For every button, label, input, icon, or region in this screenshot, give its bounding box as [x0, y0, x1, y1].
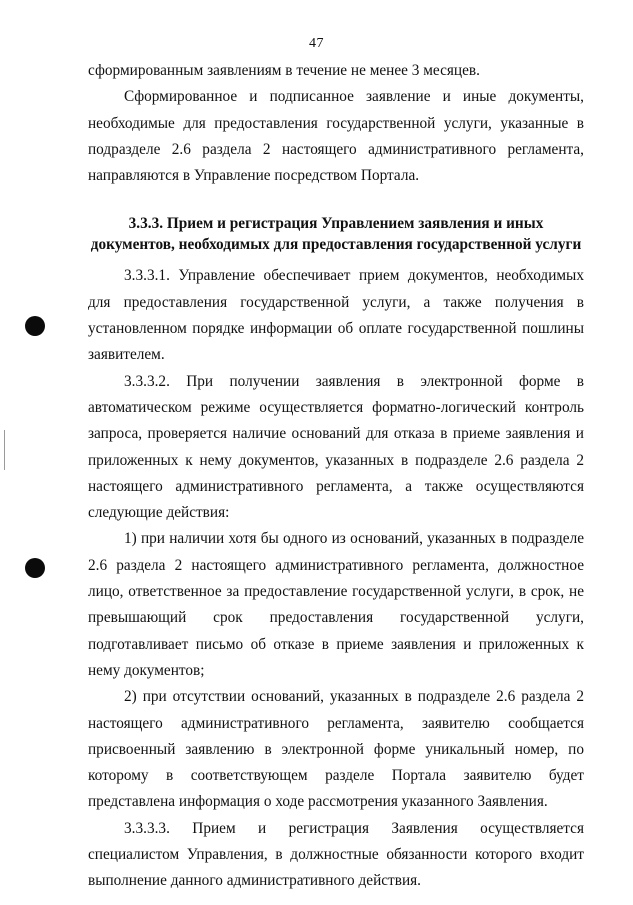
paragraph: 3.3.3.1. Управление обеспечивает прием документов, необходимых для предоставления государственной услуги, а также получения в установленном порядке информации об оплате государственной пошлины заявителем. [88, 267, 584, 364]
document-body [88, 58, 584, 895]
punch-hole-mark [25, 558, 45, 578]
list-item-paragraph: 1) при наличии хотя бы одного из оснований, указанных в подразделе 2.6 раздела 2 настоящего административного регламента, должностное лицо, ответственное за предоставление государственной услуги, в срок, не превышающий срок предоставления государственной услуги, подготавливает письмо об отказе в приеме заявления и приложенных к нему документов; [88, 530, 584, 679]
page-number: 47 [309, 36, 324, 51]
paragraph: 3.3.3.2. При получении заявления в электронной форме в автоматическом режиме осуществляется форматно-логический контроль запроса, проверяется наличие оснований для отказа в приеме заявления и приложенных к нему документов, указанных в подразделе 2.6 раздела 2 настоящего административного регламента, а также осуществляются следующие действия: [88, 372, 584, 522]
paragraph: Сформированное и подписанное заявление и иные документы, необходимые для предоставления государственной услуги, указанные в подразделе 2.6 раздела 2 настоящего административного регламента, направляются в Управление посредством Портала. [88, 88, 584, 185]
section-heading: 3.3.3. Прием и регистрация Управлением заявления и иных документов, необходимых для предоставления государственной услуги [90, 215, 582, 254]
punch-hole-mark [25, 316, 45, 336]
scan-edge-mark [4, 430, 5, 470]
paragraph: 3.3.3.3. Прием и регистрация Заявления осуществляется специалистом Управления, в должностные обязанности которого входит выполнение данного административного действия. [88, 819, 584, 890]
list-item-paragraph: 2) при отсутствии оснований, указанных в подразделе 2.6 раздела 2 настоящего административного регламента, заявителю сообщается присвоенный заявлению в электронной форме уникальный номер, по которому в соответствующем разделе Портала заявителю будет представлена информация о ходе рассмотрения указанного Заявления. [88, 688, 584, 811]
paragraph: сформированным заявлениям в течение не менее 3 месяцев. [88, 62, 480, 79]
